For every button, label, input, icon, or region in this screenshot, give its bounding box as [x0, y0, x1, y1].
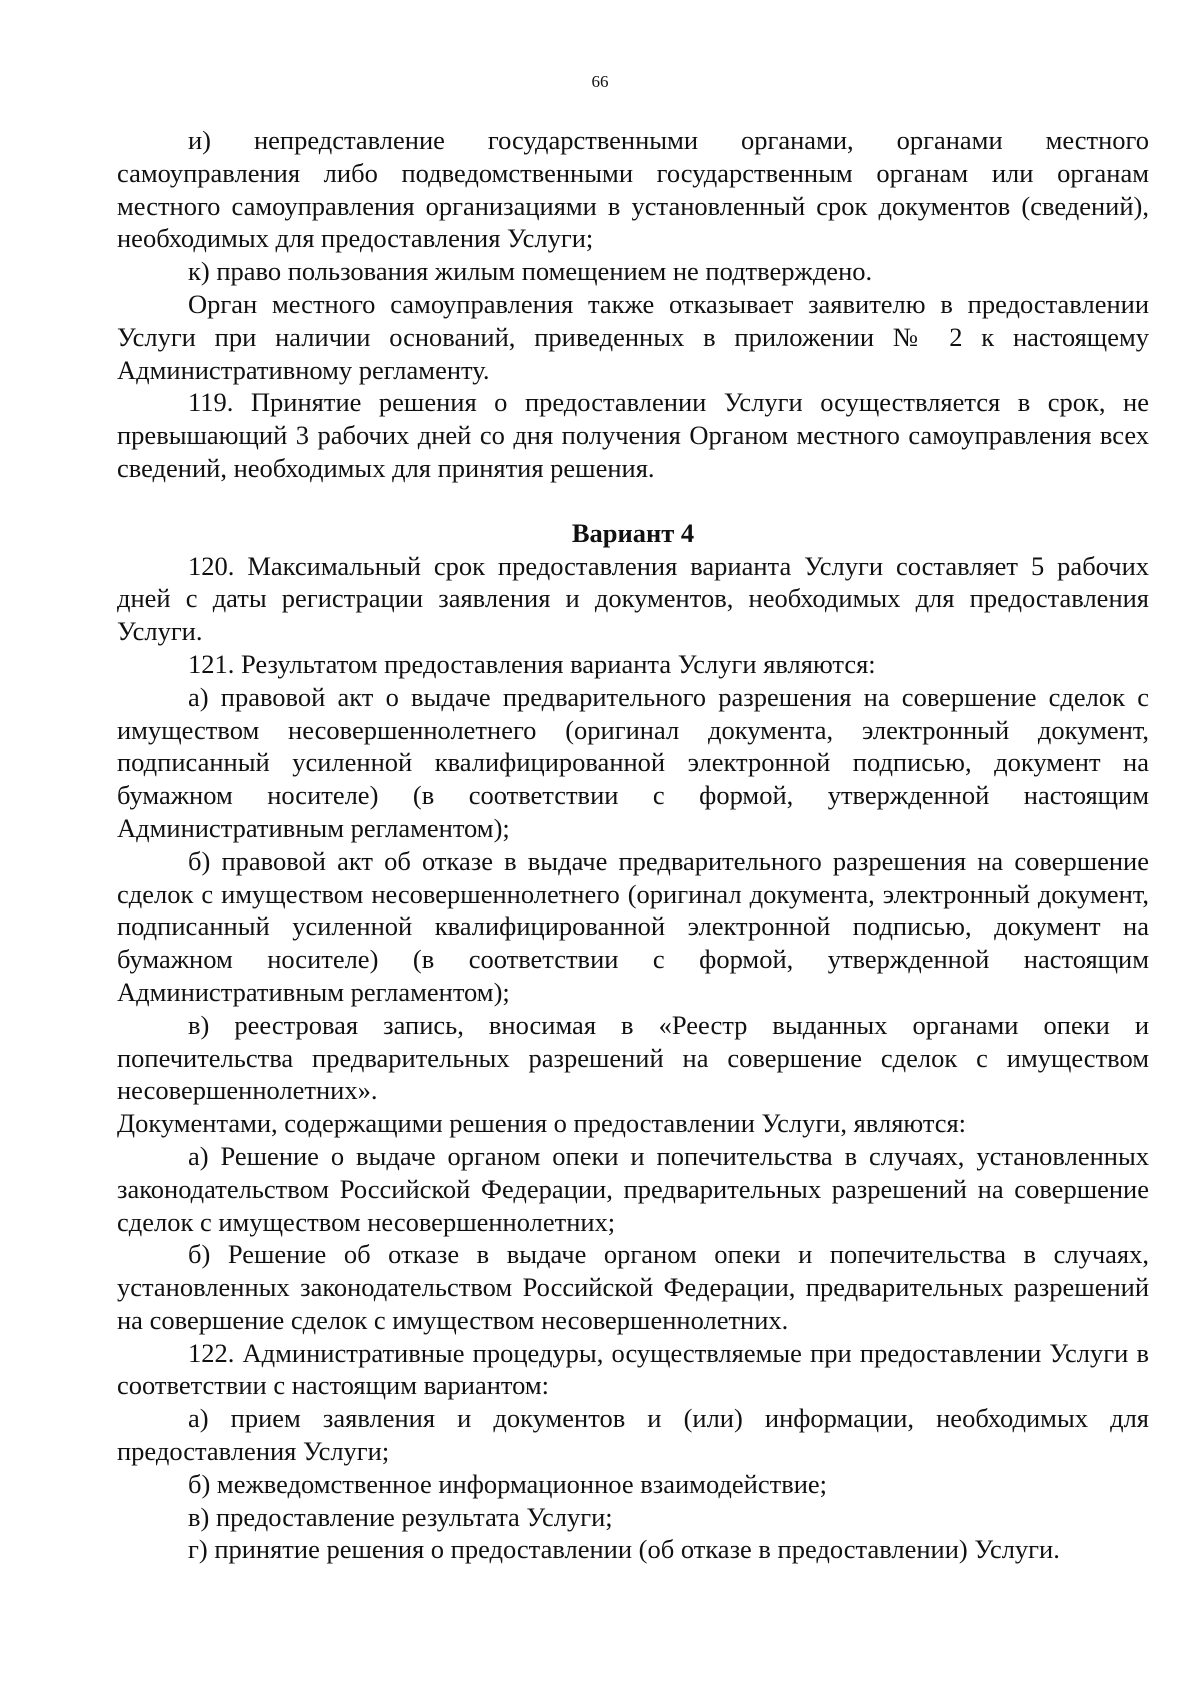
paragraph-122-v: в) предоставление результата Услуги;	[188, 1501, 613, 1532]
paragraph-decision-documents: Документами, содержащими решения о предоставлении Услуги, являются:	[117, 1108, 967, 1139]
paragraph-122-b: б) межведомственное информационное взаимодействие;	[188, 1468, 828, 1499]
paragraph-refusal-grounds: Орган местного самоуправления также отказывает заявителю в предоставлении Услуги при наличии оснований, приведенных в приложении № 2 к настоящему Административному регламенту.	[117, 288, 1149, 385]
paragraph-item-k: к) право пользования жилым помещением не подтверждено.	[188, 256, 873, 287]
paragraph-122: 122. Административные процедуры, осуществляемые при предоставлении Услуги в соответствии с настоящим вариантом:	[117, 1337, 1149, 1401]
paragraph-120: 120. Максимальный срок предоставления варианта Услуги составляет 5 рабочих дней с даты регистрации заявления и документов, необходимых для предоставления Услуги.	[117, 550, 1149, 647]
paragraph-decision-a: а) Решение о выдаче органом опеки и попечительства в случаях, установленных законодательством Российской Федерации, предварительных разрешений на совершение сделок с имуществом несовершеннолетних;	[117, 1140, 1149, 1237]
page-number: 66	[591, 72, 609, 91]
paragraph-122-a: а) прием заявления и документов и (или) информации, необходимых для предоставления Услуги;	[117, 1403, 1149, 1467]
section-heading: Вариант 4	[571, 517, 695, 548]
paragraph-122-g: г) принятие решения о предоставлении (об отказе в предоставлении) Услуги.	[188, 1534, 1060, 1565]
paragraph-121: 121. Результатом предоставления варианта Услуги являются:	[188, 648, 876, 679]
document-body	[117, 124, 1149, 1566]
paragraph-121-a: а) правовой акт о выдаче предварительного разрешения на совершение сделок с имуществом несовершеннолетнего (оригинал документа, электронный документ, подписанный усиленной квалифицированной электронной подписью, документ на бумажном носителе) (в соответствии с формой, утвержденной настоящим Административным регламентом);	[117, 681, 1149, 843]
paragraph-121-b: б) правовой акт об отказе в выдаче предварительного разрешения на совершение сделок с имуществом несовершеннолетнего (оригинал документа, электронный документ, подписанный усиленной квалифицированной электронной подписью, документ на бумажном носителе) (в соответствии с формой, утвержденной настоящим Административным регламентом);	[117, 845, 1149, 1007]
paragraph-decision-b: б) Решение об отказе в выдаче органом опеки и попечительства в случаях, установленных законодательством Российской Федерации, предварительных разрешений на совершение сделок с имуществом несовершеннолетних.	[117, 1239, 1149, 1335]
paragraph-119: 119. Принятие решения о предоставлении Услуги осуществляется в срок, не превышающий 3 рабочих дней со дня получения Органом местного самоуправления всех сведений, необходимых для принятия решения.	[117, 387, 1149, 483]
paragraph-121-v: в) реестровая запись, вносимая в «Реестр выданных органами опеки и попечительства предварительных разрешений на совершение сделок с имуществом несовершеннолетних».	[117, 1009, 1149, 1106]
paragraph-item-i: и) непредставление государственными органами, органами местного самоуправления либо подведомственными государственным органам или органам местного самоуправления организациями в установленный срок документов (сведений), необходимых для предоставления Услуги;	[117, 125, 1149, 254]
